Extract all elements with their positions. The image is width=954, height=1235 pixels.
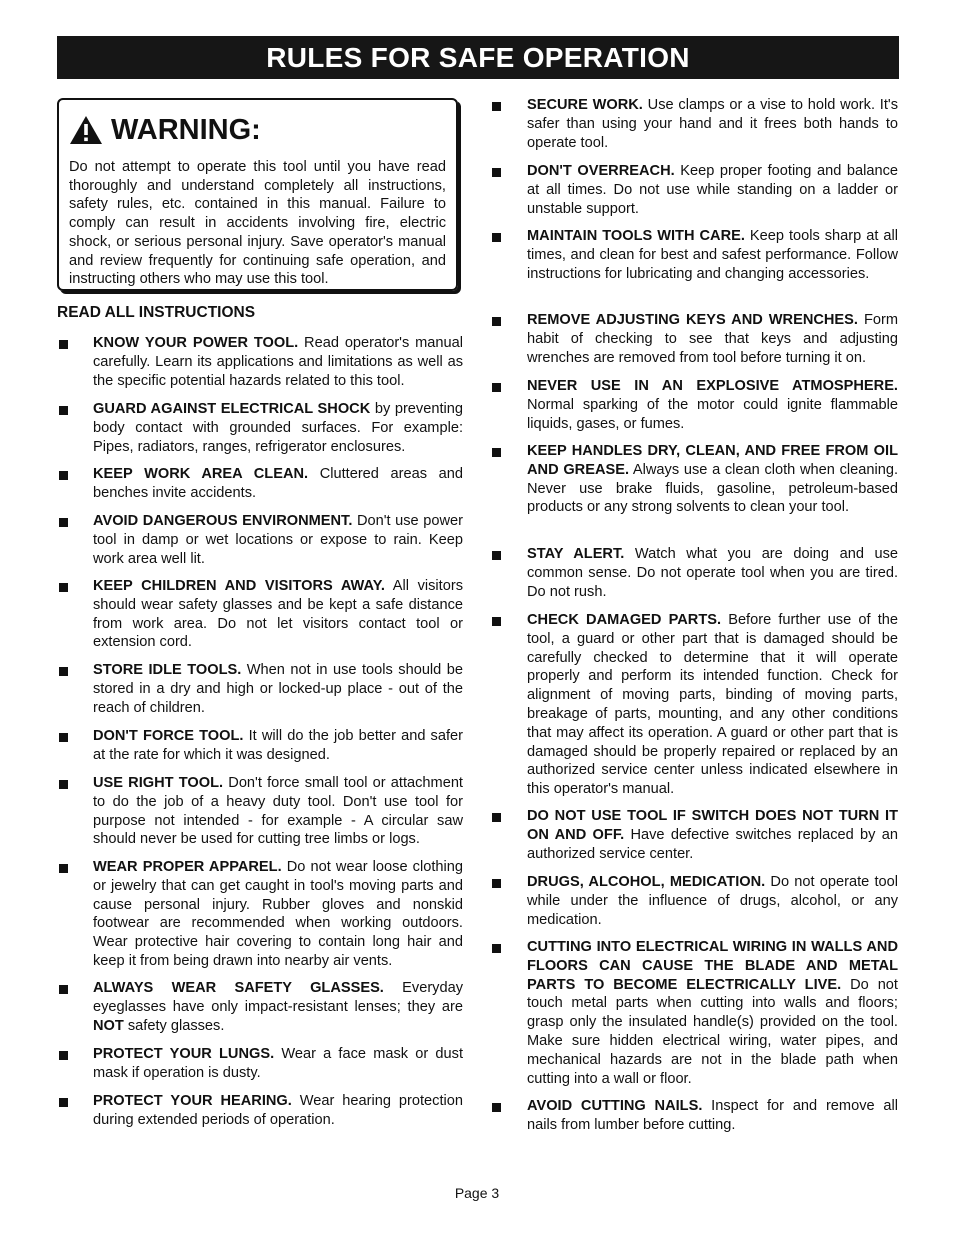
safety-rule <box>93 858 463 971</box>
rule-text: Inspect for and remove all nails from lumber before cutting. <box>527 1098 898 1133</box>
rule-text: Keep tools sharp at all times, and clean for best and safest performance. Follow instructions for lubricating and changing accessories. <box>527 228 899 282</box>
safety-rule <box>93 1092 463 1130</box>
bullet-square-icon <box>492 879 501 888</box>
rule-text: Do not touch metal parts when cutting into walls and floors; grasp only the insulated handle(s) provided on the tool. Make sure hidden electrical wiring, water pipes, and mechanical hazards are not in the blade path when cutting into a wall or floor. <box>527 976 898 1087</box>
bullet-square-icon <box>492 102 501 111</box>
rule-text: Use clamps or a vise to hold work. It's safer than using your hand and it frees both hands to operate tool. <box>527 97 898 151</box>
rule-title: SECURE WORK. <box>527 97 643 113</box>
bullet-square-icon <box>492 944 501 953</box>
bullet-square-icon <box>59 985 68 994</box>
rule-title: DO NOT USE TOOL IF SWITCH DOES NOT TURN IT ON AND OFF. <box>527 808 898 843</box>
bullet-square-icon <box>492 617 501 626</box>
safety-rule <box>527 545 898 601</box>
safety-rule <box>93 512 463 568</box>
rule-text: All visitors should wear safety glasses and be kept a safe distance from work area. Do not let visitors contact tool or extension cord. <box>93 578 463 651</box>
rule-title: ALWAYS WEAR SAFETY GLASSES. <box>93 980 384 996</box>
bullet-square-icon <box>492 383 501 392</box>
safety-rule <box>527 227 898 283</box>
bullet-square-icon <box>492 1103 501 1112</box>
rule-emphasis: NOT <box>93 1017 124 1034</box>
bullet-square-icon <box>492 813 501 822</box>
rule-title: DRUGS, ALCOHOL, MEDICATION. <box>527 874 766 890</box>
safety-rule <box>527 311 898 367</box>
rule-title: KEEP WORK AREA CLEAN. <box>93 466 309 482</box>
bullet-square-icon <box>492 448 501 457</box>
page-number: Page 3 <box>454 1185 500 1201</box>
rule-text: Don't force small tool or attachment to do the job of a heavy duty tool. Don't use tool for purpose not intended - for example - A circular saw should never be used for cutting tree limbs or logs. <box>93 775 463 848</box>
warning-triangle-icon <box>69 115 103 145</box>
bullet-square-icon <box>59 583 68 592</box>
rule-text: Keep proper footing and balance at all times. Do not use while standing on a ladder or unstable support. <box>527 163 898 217</box>
safety-rule <box>527 442 898 517</box>
rule-text: Normal sparking of the motor could ignite flammable liquids, gases, or fumes. <box>527 396 898 432</box>
rule-title: AVOID DANGEROUS ENVIRONMENT. <box>93 513 353 529</box>
bullet-square-icon <box>492 233 501 242</box>
safety-rule <box>527 938 898 1088</box>
safety-rule <box>93 577 463 652</box>
safety-rule <box>93 661 463 717</box>
rule-title: AVOID CUTTING NAILS. <box>527 1098 703 1114</box>
rule-title: CHECK DAMAGED PARTS. <box>527 612 722 628</box>
rule-text-tail: safety glasses. <box>123 1017 225 1034</box>
rule-title: CUTTING INTO ELECTRICAL WIRING IN WALLS AND FLOORS CAN CAUSE THE BLADE AND METAL PARTS TO BECOME ELECTRICALLY LIVE. <box>527 939 898 993</box>
bullet-square-icon <box>492 551 501 560</box>
rule-title: PROTECT YOUR LUNGS. <box>93 1046 275 1062</box>
rule-text: Wear a face mask or dust mask if operation is dusty. <box>93 1046 463 1081</box>
bullet-square-icon <box>59 780 68 789</box>
rule-text: Form habit of checking to see that keys and adjusting wrenches are removed from tool before turning it on. <box>527 312 898 366</box>
rule-text: Read operator's manual carefully. Learn its applications and limitations as well as the specific potential hazards related to this tool. <box>93 335 463 389</box>
rule-text: Everyday eyeglasses have only impact-resistant lenses; they are <box>93 980 464 1015</box>
rule-text: Before further use of the tool, a guard or other part that is damaged should be carefully checked to determine that it will operate properly and perform its intended function. Check for alignment of moving parts, binding of moving parts, breakage of parts, mounting, and any other conditions that may affect its operation. A guard or other part that is damaged should be properly repaired or replaced by an authorized service center unless indicated elsewhere in this operator's manual. <box>527 612 898 798</box>
warning-title: WARNING: <box>111 113 261 146</box>
rule-text: Have defective switches replaced by an authorized service center. <box>527 826 898 862</box>
rule-title: STORE IDLE TOOLS. <box>93 662 242 678</box>
bullet-square-icon <box>59 864 68 873</box>
safety-rule <box>93 334 463 390</box>
warning-box <box>57 98 458 291</box>
rule-title: MAINTAIN TOOLS WITH CARE. <box>527 228 745 244</box>
bullet-square-icon <box>59 733 68 742</box>
safety-rule <box>527 611 898 799</box>
rule-title: NEVER USE IN AN EXPLOSIVE ATMOSPHERE. <box>527 378 898 394</box>
bullet-square-icon <box>59 471 68 480</box>
bullet-square-icon <box>59 1051 68 1060</box>
safety-rule <box>527 96 898 152</box>
section-heading: READ ALL INSTRUCTIONS <box>57 304 256 321</box>
bullet-square-icon <box>59 518 68 527</box>
bullet-square-icon <box>59 406 68 415</box>
rule-text: by preventing body contact with grounded surfaces. For example: Pipes, radiators, ranges, refrigerator enclosures. <box>93 401 463 455</box>
warning-header <box>69 108 446 152</box>
rule-text: When not in use tools should be stored in a dry and high or locked-up place - out of the reach of children. <box>93 662 464 716</box>
bullet-square-icon <box>59 667 68 676</box>
rule-title: USE RIGHT TOOL. <box>93 775 224 791</box>
rule-text: It will do the job better and safer at the rate for which it was designed. <box>93 728 464 763</box>
rule-title: KNOW YOUR POWER TOOL. <box>93 335 299 351</box>
safety-rule <box>93 400 463 456</box>
rule-title: GUARD AGAINST ELECTRICAL SHOCK <box>93 401 371 417</box>
rule-text: Watch what you are doing and use common sense. Do not operate tool when you are tired. Do not rush. <box>527 546 899 600</box>
rule-title: STAY ALERT. <box>527 546 625 562</box>
bullet-square-icon <box>492 317 501 326</box>
safety-rule <box>527 873 898 929</box>
rule-text: Do not wear loose clothing or jewelry that can get caught in tool's moving parts and cause personal injury. Rubber gloves and nonskid footwear are recommended when working outdoors. Wear protective hair covering to contain long hair and keep it from being drawn into nearby air vents. <box>93 859 463 969</box>
rule-text: Do not operate tool while under the influence of drugs, alcohol, or any medication. <box>527 874 898 928</box>
rule-title: PROTECT YOUR HEARING. <box>93 1093 292 1109</box>
rule-text: Wear hearing protection during extended periods of operation. <box>93 1093 464 1128</box>
safety-rule <box>527 1097 898 1135</box>
rule-text: Cluttered areas and benches invite accidents. <box>93 466 463 501</box>
rule-title: WEAR PROPER APPAREL. <box>93 859 282 875</box>
rule-title: KEEP CHILDREN AND VISITORS AWAY. <box>93 578 385 594</box>
rule-title: DON'T FORCE TOOL. <box>93 728 244 744</box>
bullet-square-icon <box>59 340 68 349</box>
safety-rule <box>93 465 463 503</box>
rule-title: DON'T OVERREACH. <box>527 163 675 179</box>
safety-rule <box>93 979 463 1035</box>
safety-rule <box>93 1045 463 1083</box>
page-banner: RULES FOR SAFE OPERATION <box>57 36 899 79</box>
rule-title: REMOVE ADJUSTING KEYS AND WRENCHES. <box>527 312 858 328</box>
bullet-square-icon <box>492 168 501 177</box>
safety-rule <box>527 377 898 433</box>
warning-text: Do not attempt to operate this tool until you have read thoroughly and understand completely all instructions, safety rules, etc. contained in this manual. Failure to comply can result in accidents involving fire, electric shock, or serious personal injury. Save operator's manual and review frequently for continuing safe operation, and instructing others who may use this tool. <box>69 159 446 288</box>
safety-rule <box>527 807 898 863</box>
safety-rule <box>527 162 898 218</box>
safety-rule <box>93 727 463 765</box>
rule-text: Always use a clean cloth when cleaning. Never use brake fluids, gasoline, petroleum-based products or any strong solvents to clean your tool. <box>527 461 899 516</box>
safety-rule <box>93 774 463 849</box>
rule-title: KEEP HANDLES DRY, CLEAN, AND FREE FROM OIL AND GREASE. <box>527 443 898 478</box>
bullet-square-icon <box>59 1098 68 1107</box>
rule-text: Don't use power tool in damp or wet locations or expose to rain. Keep work area well lit. <box>93 513 463 567</box>
